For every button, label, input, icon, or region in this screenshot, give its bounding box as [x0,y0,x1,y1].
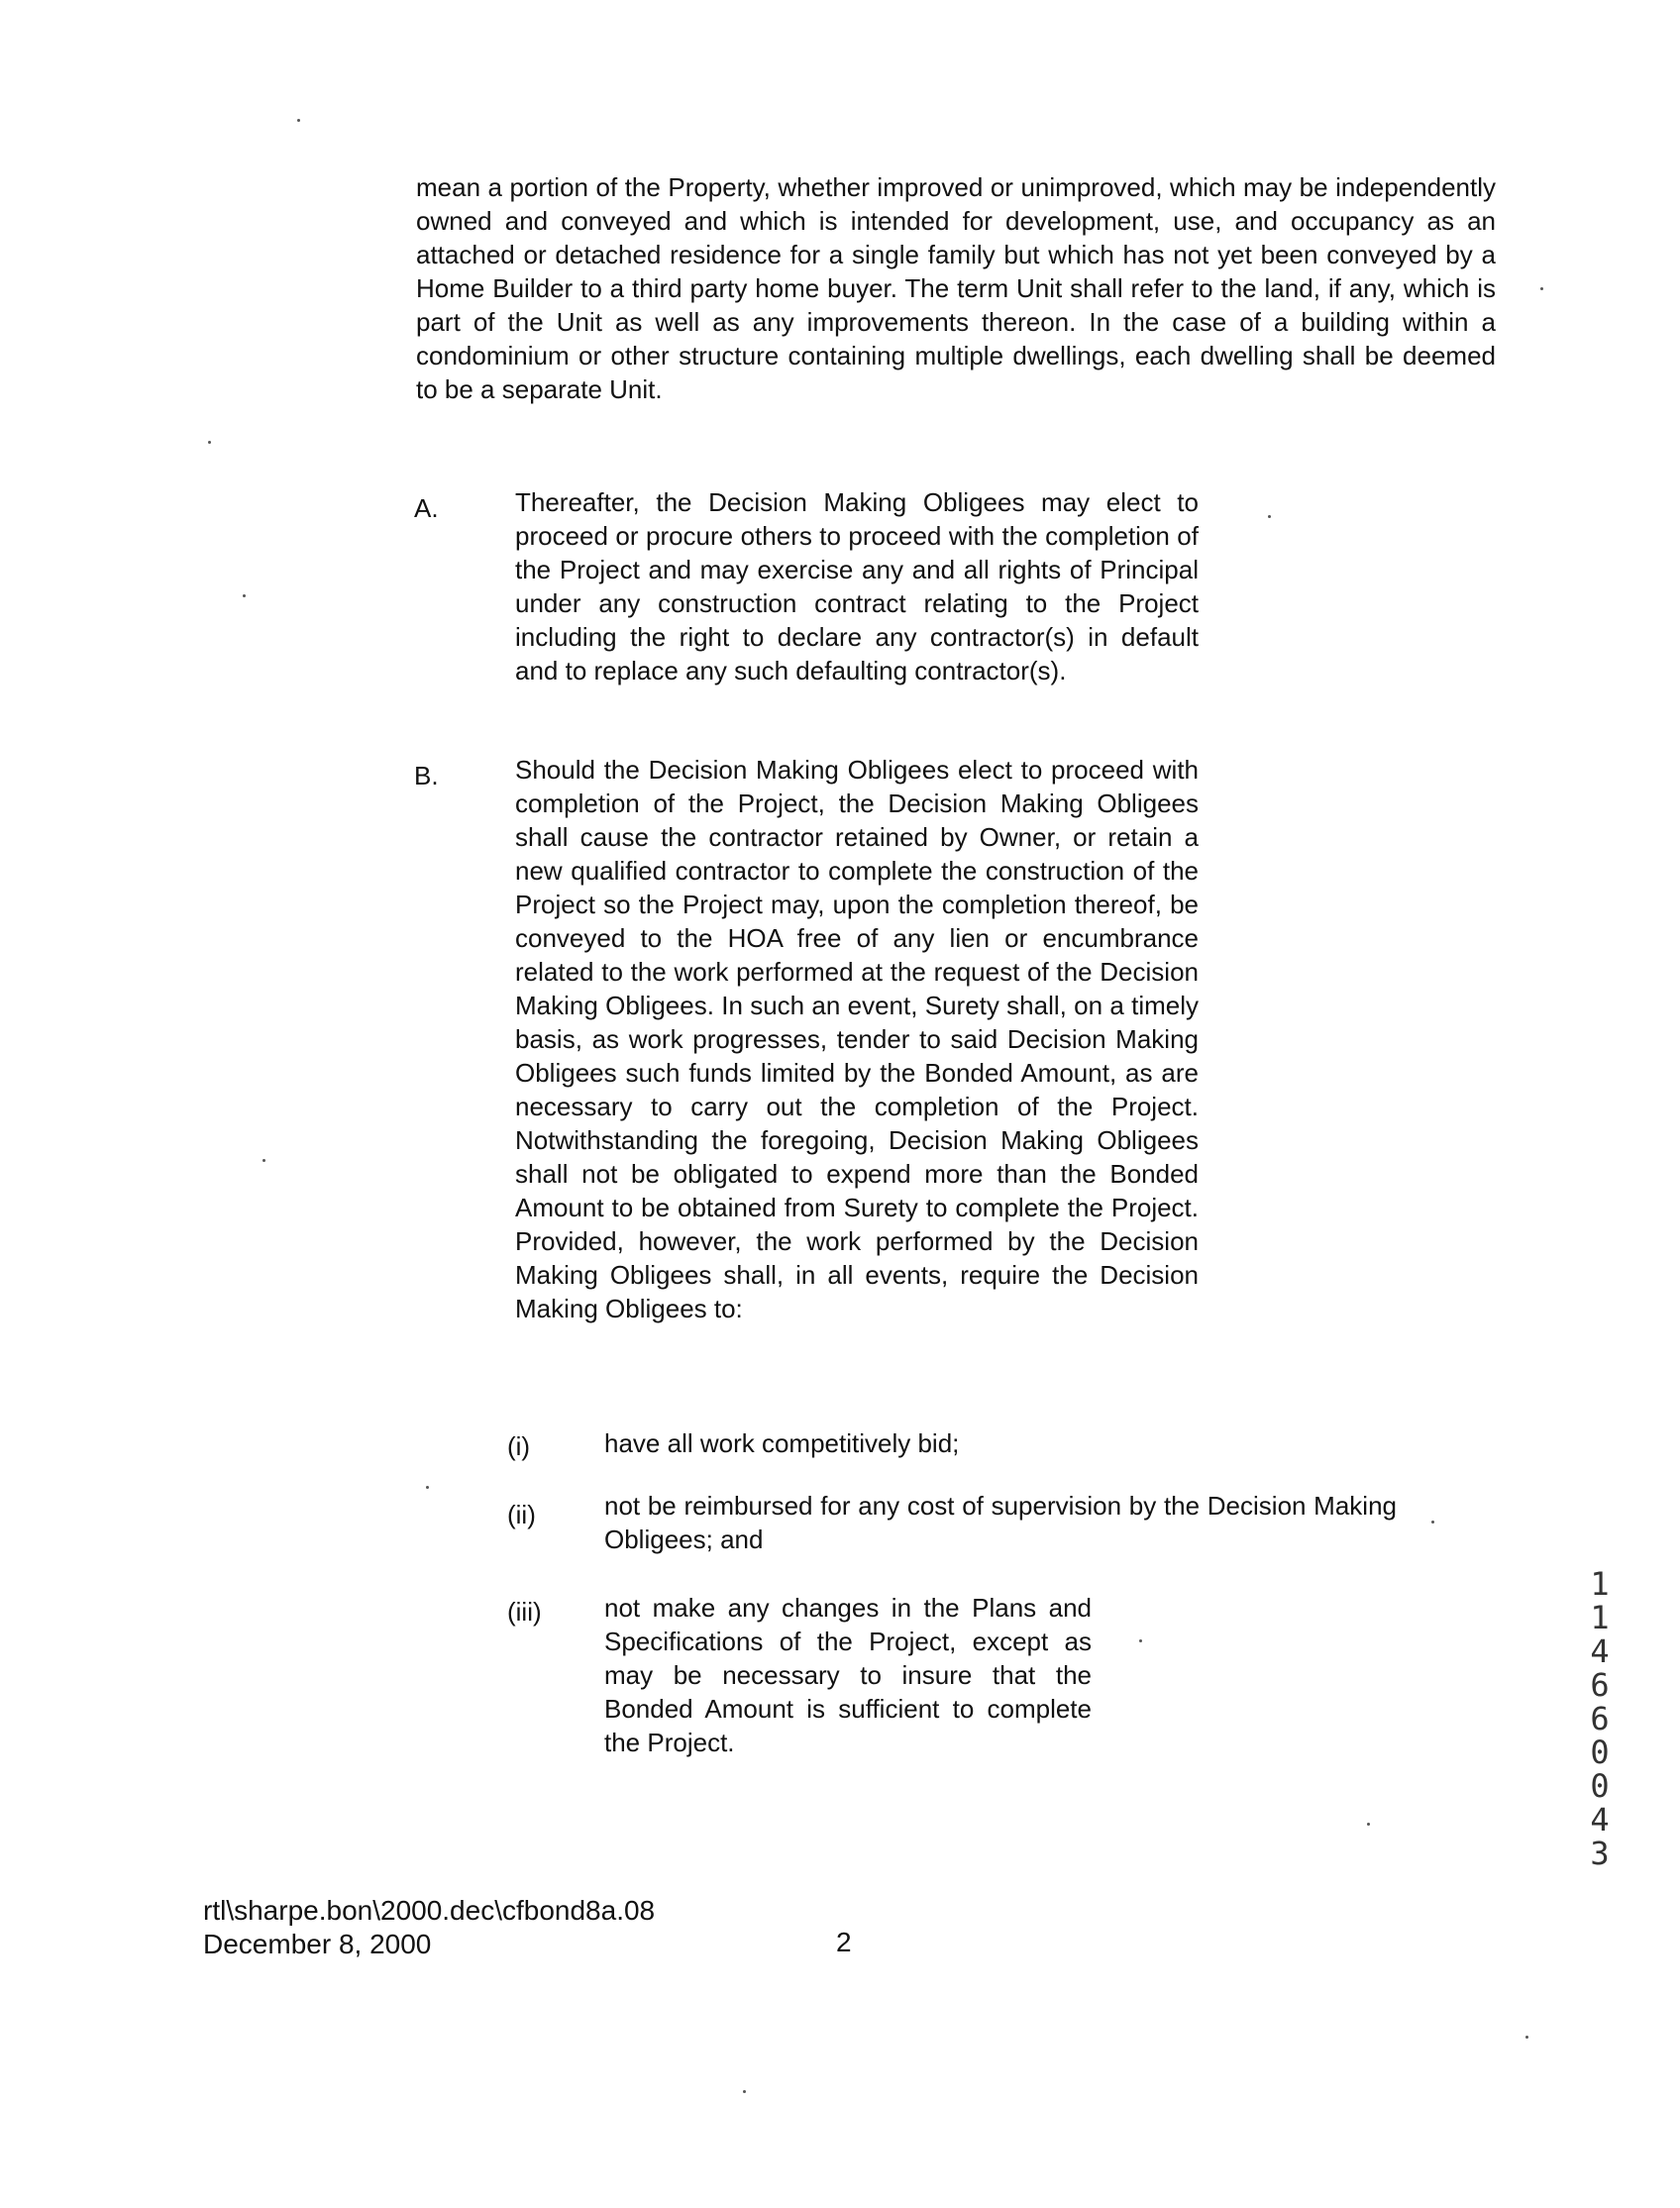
sub-item-ii-text: not be reimbursed for any cost of supervision by the Decision Making Obligees; and [604,1491,1397,1554]
scan-speck [208,441,211,444]
bates-number: 11466 0043 [1590,1565,1628,1872]
page-number: 2 [836,1927,852,1957]
footer-date: December 8, 2000 [203,1929,432,1959]
scan-speck [243,594,246,597]
scan-speck [1525,2036,1528,2039]
sub-item-i-text: have all work competitively bid; [604,1428,960,1458]
scan-speck [1367,1823,1370,1826]
scan-speck [426,1486,429,1489]
sub-item-ii-label: (ii) [507,1500,536,1529]
scan-speck [743,2090,746,2093]
item-b-text: Should the Decision Making Obligees elect to proceed with completion of the Project, the Decision Making Obligees shall cause the contractor retained by Owner, or retain a new qualified contractor to complete the construction of the Project so the Project may, upon the completion thereof, be conveyed to the HOA free of any lien or encumbrance related to the work performed at the request of the Decision Making Obligees. In such an event, Surety shall, on a timely basis, as work progresses, tender to said Decision Making Obligees such funds limited by the Bonded Amount, as are necessary to carry out the completion of the Project. Notwithstanding the foregoing, Decision Making Obligees shall not be obligated to expend more than the Bonded Amount to be obtained from Surety to complete the Project. Provided, however, the work performed by the Decision Making Obligees shall, in all events, require the Decision Making Obligees to: [515,755,1199,1323]
item-a-text: Thereafter, the Decision Making Obligees may elect to proceed or procure others to proceed with the completion of the Project and may exercise any and all rights of Principal under any construction contract relating to the Project including the right to declare any contractor(s) in default and to replace any such defaulting contractor(s). [515,487,1199,685]
footer-file-path: rtl\sharpe.bon\2000.dec\cfbond8a.08 [203,1895,656,1926]
scan-speck [1139,1639,1142,1642]
scan-speck [1268,515,1271,518]
scan-speck [1431,1521,1434,1524]
scan-speck [1540,287,1543,290]
intro-paragraph: mean a portion of the Property, whether improved or unimproved, which may be independently owned and conveyed and which is intended for development, use, and occupancy as an attached or detached residence for a single family but which has not yet been conveyed by a Home Builder to a third party home buyer. The term Unit shall refer to the land, if any, which is part of the Unit as well as any improvements thereon. In the case of a building within a condominium or other structure containing multiple dwellings, each dwelling shall be deemed to be a separate Unit. [416,172,1496,404]
scan-speck [262,1159,265,1162]
scan-speck [297,119,300,122]
sub-item-iii-label: (iii) [507,1597,542,1627]
item-b-label: B. [414,761,439,790]
sub-item-i-label: (i) [507,1431,531,1461]
item-a-label: A. [414,493,439,523]
sub-item-iii-text: not make any changes in the Plans and Specifications of the Project, except as may be necessary to insure that the Bonded Amount is sufficient to complete the Project. [604,1593,1092,1757]
